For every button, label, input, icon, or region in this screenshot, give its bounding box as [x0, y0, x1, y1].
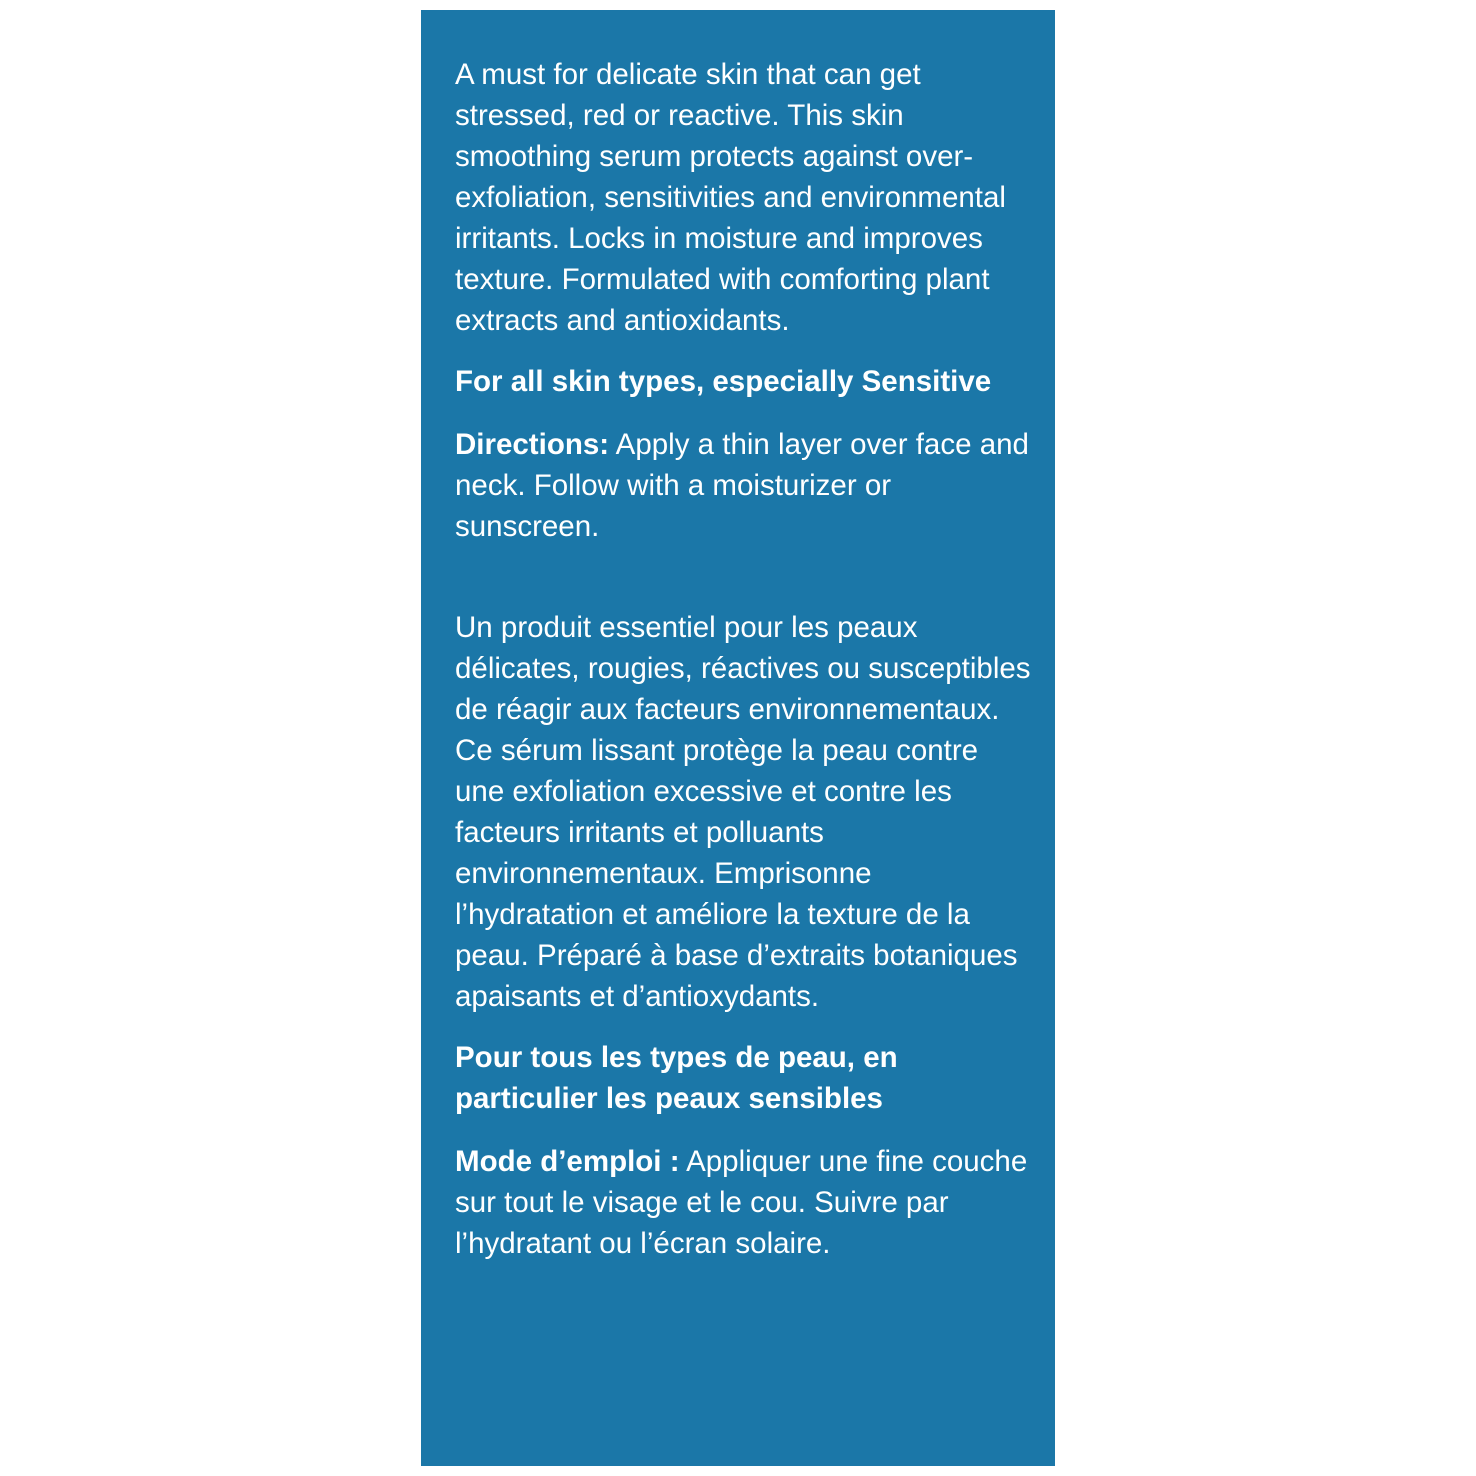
- french-description: Un produit essentiel pour les peaux délicates, rougies, réactives ou susceptibles de réagir aux facteurs environnementaux. Ce sérum lissant protège la peau contre une exfoliation excessive et contre les facteurs irritants et polluants environnementaux. Emprisonne l’hydratation et améliore la texture de la peau. Préparé à base d’extraits botaniques apaisants et d’antioxydants.: [455, 611, 1031, 1013]
- french-skin-types: Pour tous les types de peau, en particulier les peaux sensibles: [455, 1041, 898, 1115]
- english-directions-label: Directions:: [455, 428, 610, 461]
- english-directions: [455, 424, 1035, 547]
- packaging-panel: [421, 10, 1055, 1466]
- french-directions-text: Appliquer une fine couche sur tout le visage et le cou. Suivre par l’hydratant ou l’écran solaire.: [455, 1145, 1028, 1260]
- english-description: A must for delicate skin that can get stressed, red or reactive. This skin smoothing serum protects against over-exfoliation, sensitivities and environmental irritants. Locks in moisture and improves texture. Formulated with comforting plant extracts and antioxidants.: [455, 58, 1006, 337]
- english-skin-types: For all skin types, especially Sensitive: [455, 365, 992, 398]
- english-directions-text: Apply a thin layer over face and neck. Follow with a moisturizer or sunscreen.: [455, 428, 1029, 543]
- french-directions-label: Mode d’emploi :: [455, 1145, 680, 1178]
- french-directions: [455, 1141, 1035, 1264]
